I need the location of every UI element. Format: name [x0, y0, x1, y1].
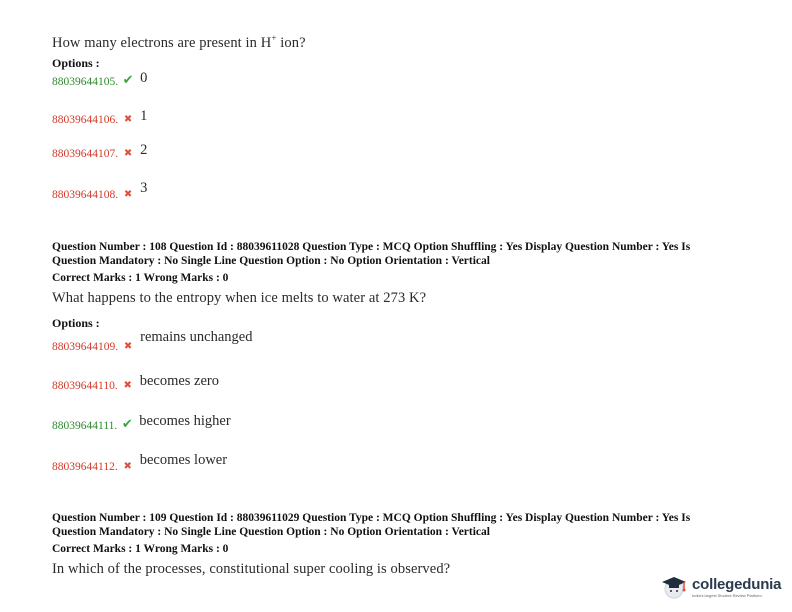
option-text: 2 — [140, 142, 148, 158]
logo-text: collegedunia — [692, 576, 782, 593]
cross-icon: ✖ — [123, 461, 132, 472]
cross-icon: ✖ — [123, 341, 133, 352]
option-text: becomes lower — [139, 452, 228, 468]
graduation-cap-icon — [660, 572, 690, 602]
question-text: In which of the processes, constitutional super cooling is observed? — [52, 561, 451, 577]
options-label: Options : — [52, 56, 100, 70]
marks-info: Correct Marks : 1 Wrong Marks : 0 — [52, 272, 229, 284]
option-id: 88039644108. — [52, 189, 119, 201]
check-icon: ✔ — [121, 417, 133, 432]
question-text: How many electrons are present in H+ ion? — [52, 33, 306, 51]
option-item — [52, 413, 231, 432]
option-text: 3 — [140, 180, 148, 196]
question-meta: Question Number : 108 Question Id : 88039611028 Question Type : MCQ Option Shuffling : Yes Display Question Number : Yes Is Question Mandatory : No Single Line Question Option : No Option Orientation : Vertical — [52, 241, 691, 267]
option-item — [52, 373, 219, 392]
option-id: 88039644105. — [52, 76, 119, 88]
option-item — [52, 452, 227, 473]
options-label: Options : — [52, 316, 100, 330]
option-id: 88039644112. — [52, 461, 118, 473]
option-item — [52, 180, 147, 201]
option-id: 88039644111. — [52, 420, 118, 432]
option-id: 88039644109. — [52, 341, 119, 353]
logo-tagline: India's largest Student Review Platform — [692, 593, 762, 598]
cross-icon: ✖ — [123, 114, 133, 125]
cross-icon: ✖ — [123, 380, 132, 391]
question-text: What happens to the entropy when ice melts to water at 273 K? — [52, 290, 427, 306]
question-meta: Question Number : 109 Question Id : 88039611029 Question Type : MCQ Option Shuffling : Yes Display Question Number : Yes Is Question Mandatory : No Single Line Question Option : No Option Orientation : Vertical — [52, 512, 691, 538]
check-icon: ✔ — [122, 73, 134, 88]
collegedunia-logo — [660, 572, 781, 602]
option-item — [52, 108, 147, 126]
marks-info: Correct Marks : 1 Wrong Marks : 0 — [52, 543, 229, 555]
option-item — [52, 70, 147, 88]
option-id: 88039644110. — [52, 380, 118, 392]
option-text: remains unchanged — [140, 329, 253, 345]
cross-icon: ✖ — [123, 148, 133, 159]
cross-icon: ✖ — [123, 189, 133, 200]
option-id: 88039644107. — [52, 148, 119, 160]
option-text: becomes higher — [139, 413, 231, 429]
option-text: 0 — [140, 70, 148, 86]
option-text: becomes zero — [139, 373, 220, 389]
option-item — [52, 142, 147, 160]
option-id: 88039644106. — [52, 114, 119, 126]
option-text: 1 — [140, 108, 148, 124]
option-item — [52, 329, 252, 353]
